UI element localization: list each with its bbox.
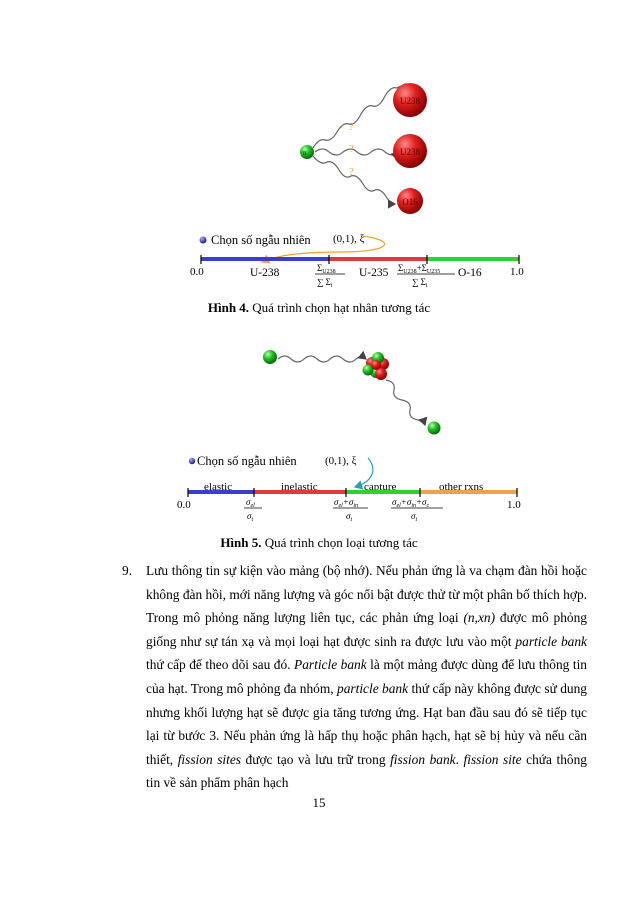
incoming-track — [278, 356, 366, 362]
segment-label-elastic: elastic — [204, 481, 233, 493]
svg-text:σel+σin: $\sigma_{el}+\sigma_{in}$ — [334, 497, 358, 509]
target-nucleus-cluster — [363, 352, 390, 380]
segment-label-u235: U-235 — [359, 267, 389, 279]
scale-start: 0.0 — [190, 266, 204, 278]
neutron-track-3 — [313, 156, 395, 204]
neutron-label: n — [303, 149, 307, 157]
scale-start: 0.0 — [177, 499, 191, 511]
text-run: được tạo và lưu trữ trong — [241, 751, 391, 767]
figure-5-caption-label: Hình 5. — [220, 535, 262, 550]
nucleus-label-2: U238 — [400, 147, 420, 157]
figure-4-caption — [0, 300, 638, 316]
fraction-u238 — [315, 263, 345, 289]
bullet-text: Chọn số ngẫu nhiên — [197, 454, 297, 468]
text-run: là một mảng được dùng để lưu thông tin của hạt. Trong mô phỏng đa nhóm, — [146, 657, 587, 696]
italic-term: particle bank — [337, 680, 409, 696]
question-mark-3: ? — [349, 167, 354, 178]
figure-4-graphic — [0, 0, 638, 300]
bullet-icon — [200, 237, 207, 244]
scale-end: 1.0 — [507, 499, 521, 511]
incoming-neutron — [263, 350, 277, 364]
nucleus-label-1: U238 — [400, 96, 420, 106]
outgoing-neutron — [428, 422, 441, 435]
page-number: 15 — [312, 795, 326, 810]
fraction-elastic — [244, 497, 262, 523]
segment-label-other: other rxns — [439, 481, 484, 493]
item-number: 9. — [122, 563, 133, 578]
bullet-icon — [189, 458, 195, 464]
random-range: (0,1), ξ — [325, 455, 357, 467]
fraction-elastic-inelastic — [333, 497, 368, 523]
figure-5-caption-text: Quá trình chọn loại tương tác — [261, 535, 418, 550]
fraction-u238-u235 — [397, 263, 455, 289]
nucleus-label-3: O16 — [402, 197, 418, 207]
italic-term: fission sites — [177, 751, 241, 767]
svg-text:ΣU238: $\Sigma_{U238}$ — [317, 263, 336, 275]
italic-term: Particle bank — [294, 657, 367, 673]
question-mark-2: ? — [349, 144, 354, 155]
item-paragraph — [146, 559, 587, 795]
italic-term: particle bank — [515, 633, 587, 649]
question-mark-1: ? — [349, 122, 354, 133]
italic-term: (n,xn) — [463, 610, 496, 626]
italic-term: fission bank — [390, 751, 456, 767]
segment-label-u238: U-238 — [250, 267, 280, 279]
random-range: (0,1), ξ — [333, 233, 365, 245]
text-run: . — [455, 751, 464, 767]
svg-text:σel: $\sigma_{el}$ — [246, 497, 255, 509]
svg-text:∑ Σi: ∑ $\Sigma_i$ — [317, 277, 333, 289]
segment-label-inelastic: inelastic — [281, 481, 318, 493]
svg-text:∑ Σi: ∑ $\Sigma_i$ — [412, 277, 428, 289]
figure-4-caption-text: Quá trình chọn hạt nhân tương tác — [249, 300, 431, 315]
fraction-elastic-inelastic-capture — [391, 497, 443, 523]
svg-text:ΣU238+ΣU235: $\Sigma_{U238}+\Sigma_{U235}$ — [398, 263, 441, 275]
figure-5-caption — [0, 535, 638, 551]
outgoing-track — [386, 380, 425, 425]
italic-term: fission site — [463, 751, 522, 767]
text-run: Lưu thông tin sự kiện vào mảng (bộ nhớ). Nếu phản ứng là va chạm đàn hồi hoặc không đàn hồi, mới năng lượng và góc nổi bật được thử từ một phân bố thích hợp. Trong mô phỏng năng lượng liên tục, các phản ứng loại — [146, 563, 587, 626]
svg-text:σt: $\sigma_t$ — [346, 511, 353, 523]
svg-text:σt: $\sigma_t$ — [247, 511, 254, 523]
segment-label-capture: capture — [364, 481, 397, 493]
bullet-text: Chọn số ngẫu nhiên — [211, 233, 311, 247]
svg-text:σt: $\sigma_t$ — [411, 511, 418, 523]
figure-4-caption-label: Hình 4. — [207, 300, 250, 315]
scale-end: 1.0 — [510, 266, 524, 278]
text-run: được mô phỏng giống như sự tán xạ và mọi loại hạt được sinh ra được lưu vào một — [146, 610, 587, 649]
segment-label-o16: O-16 — [458, 267, 482, 279]
text-run: thứ cấp này không được sử dung nhưng khối lượng hạt sẽ được gia tăng tương ứng. Hạt ban đầu sau đó sẽ tiếp tục lại từ bước 3. Nếu phản ứng là hấp thụ hoặc phân hạch, hạt sẽ bị hủy và nếu cần thiết, — [146, 680, 588, 767]
neutron-track-2 — [315, 149, 399, 155]
text-run: thứ cấp để theo dõi sau đó. — [146, 657, 295, 673]
text-run: chứa thông tin về sản phẩm phân hạch — [146, 751, 588, 791]
neutron-track-1 — [313, 84, 405, 148]
figure-5-graphic — [0, 330, 638, 530]
svg-text:σel+σin+σc: $\sigma_{el}+\sigma_{in}+\sigma_c$ — [392, 497, 430, 509]
